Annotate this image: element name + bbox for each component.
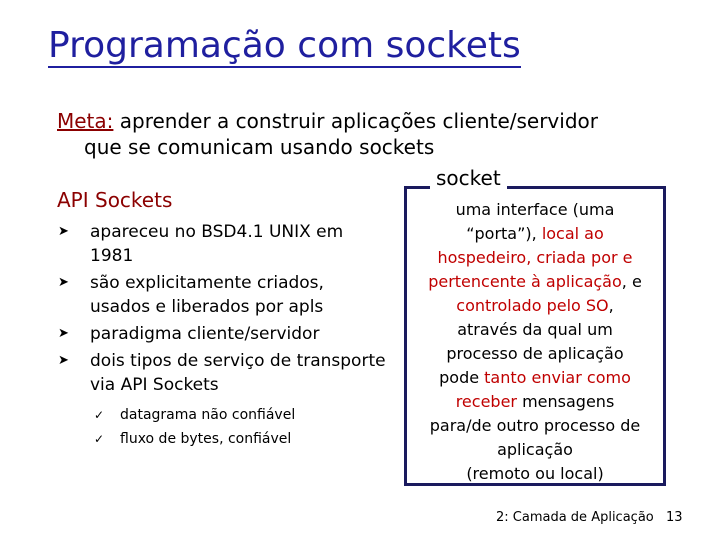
meta-line2: que se comunicam usando sockets — [84, 135, 435, 159]
socket-text-line: pertencente à aplicação, e — [428, 272, 642, 291]
socket-text-line: “porta”), local ao — [466, 224, 604, 243]
arrow-bullet-icon: ➤ — [58, 275, 69, 290]
socket-text-line: processo de aplicação — [446, 344, 624, 363]
socket-text-line: receber mensagens — [455, 392, 615, 411]
list-item: ✓ datagrama não confiável — [94, 403, 295, 427]
socket-text-line: pode tanto enviar como — [439, 368, 631, 387]
list-item: ➤ dois tipos de serviço de transporte via API Sockets — [58, 351, 386, 395]
api-sockets-heading: API Sockets — [57, 188, 173, 212]
socket-text-line: através da qual um — [457, 320, 613, 339]
page-number: 13 — [666, 510, 683, 525]
meta-label: Meta: — [57, 109, 114, 133]
socket-text-line: para/de outro processo de — [429, 416, 641, 435]
list-item: ✓ fluxo de bytes, confiável — [94, 427, 295, 451]
api-bullet-list — [58, 220, 388, 400]
socket-text-line: hospedeiro, criada por e — [437, 248, 633, 267]
socket-text-line: (remoto ou local) — [466, 464, 604, 483]
meta-statement — [57, 108, 697, 160]
check-bullet-icon: ✓ — [94, 408, 105, 422]
transport-type-list — [94, 403, 295, 451]
arrow-bullet-icon: ➤ — [58, 353, 69, 368]
socket-box-label: socket — [430, 166, 507, 190]
chapter-footer: 2: Camada de Aplicação — [496, 510, 654, 525]
socket-text-line: aplicação — [497, 440, 573, 459]
socket-text-line: uma interface (uma — [455, 200, 615, 219]
list-item: ➤ paradigma cliente/servidor — [58, 324, 320, 344]
arrow-bullet-icon: ➤ — [58, 224, 69, 239]
slide-title: Programação com sockets — [48, 25, 521, 66]
check-bullet-icon: ✓ — [94, 432, 105, 446]
list-item: ➤ apareceu no BSD4.1 UNIX em 1981 — [58, 222, 344, 266]
arrow-bullet-icon: ➤ — [58, 326, 69, 341]
socket-definition-text — [404, 198, 666, 486]
socket-text-line: controlado pelo SO, — [456, 296, 614, 315]
list-item: ➤ são explicitamente criados, usados e liberados por apls — [58, 273, 324, 317]
meta-line1: aprender a construir aplicações cliente/servidor — [113, 109, 598, 133]
